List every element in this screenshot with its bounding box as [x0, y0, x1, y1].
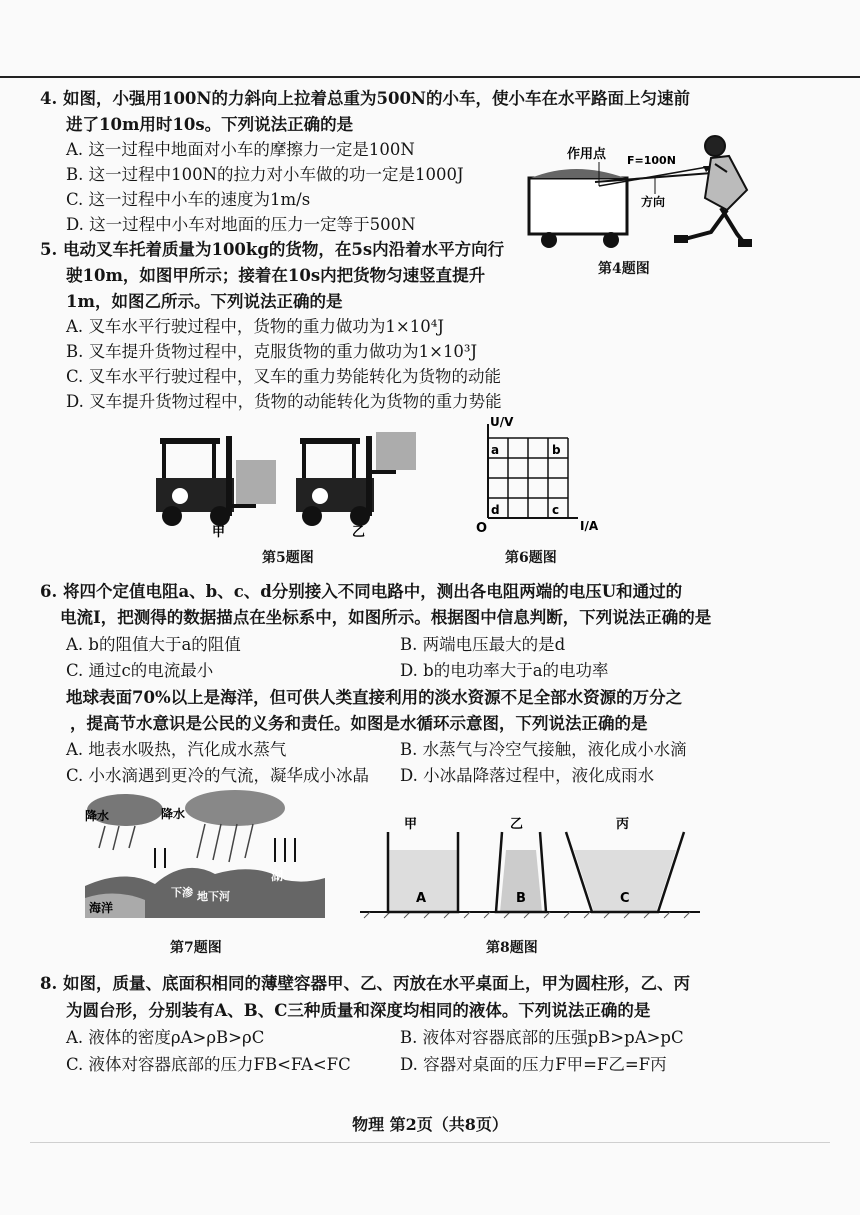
top-rule	[0, 76, 860, 78]
label-yi: 乙	[352, 525, 366, 540]
forklift-jia	[156, 436, 276, 526]
label-ocean: 海洋	[89, 901, 114, 915]
forklift-yi	[296, 432, 416, 526]
point-b: b	[552, 443, 561, 457]
rain-lines	[99, 824, 253, 862]
q7-option-a[interactable]: A. 地表水吸热，汽化成水蒸气	[66, 740, 287, 759]
q7-water-cycle-figure	[85, 788, 325, 918]
q6-option-d[interactable]: D. b的电功率大于a的电功率	[400, 661, 609, 680]
cart-wheel-right	[603, 232, 619, 248]
q7-stem-line2: ，提高节水意识是公民的义务和责任。如图是水循环示意图，下列说法正确的是	[70, 714, 648, 733]
label-liquid-c: C	[620, 891, 630, 906]
label-container-bing: 丙	[616, 817, 630, 832]
q8-option-c[interactable]: C. 液体对容器底部的压力FB<FA<FC	[66, 1055, 351, 1074]
q6-stem-line2: 电流I，把测得的数据描点在坐标系中，如图所示。根据图中信息判断，下列说法正确的是	[60, 608, 712, 627]
cart-wheel-left	[541, 232, 557, 248]
label-infiltration: 下渗	[171, 886, 193, 899]
q5-option-b[interactable]: B. 叉车提升货物过程中，克服货物的重力做功为1×10³J	[66, 342, 478, 361]
q8-stem-line2: 为圆台形，分别装有A、B、C三种质量和深度均相同的液体。下列说法正确的是	[66, 1001, 651, 1020]
q6-option-a[interactable]: A. b的阻值大于a的阻值	[66, 635, 241, 654]
q6-caption: 第6题图	[505, 550, 557, 566]
q6-graph	[470, 415, 610, 536]
q5-stem-line1: 5. 电动叉车托着质量为100kg的货物，在5s内沿着水平方向行	[40, 240, 505, 259]
point-d: d	[491, 503, 500, 517]
q7-option-d[interactable]: D. 小冰晶降落过程中，液化成雨水	[400, 766, 655, 785]
label-jia: 甲	[212, 525, 226, 540]
y-axis-label: U/V	[490, 415, 514, 429]
evaporation-arrows	[155, 838, 295, 868]
q4-option-d[interactable]: D. 这一过程中小车对地面的压力一定等于500N	[66, 215, 416, 234]
label-action-point: 作用点	[567, 147, 607, 162]
label-lake: 湖	[271, 869, 284, 883]
q5-stem-line3: 1m，如图乙所示。下列说法正确的是	[66, 292, 343, 311]
q4-option-c[interactable]: C. 这一过程中小车的速度为1m/s	[66, 190, 311, 209]
cart-body	[529, 178, 627, 234]
label-rain-right: 降水	[161, 807, 186, 821]
q5-option-c[interactable]: C. 叉车水平行驶过程中，叉车的重力势能转化为货物的动能	[66, 367, 502, 386]
q4-caption: 第4题图	[598, 261, 650, 277]
label-rain-left: 降水	[85, 809, 110, 823]
person-pulling	[675, 136, 751, 246]
q6-option-b[interactable]: B. 两端电压最大的是d	[400, 635, 566, 654]
q4-stem-line1: 4. 如图，小强用100N的力斜向上拉着总重为500N的小车，使小车在水平路面上匀速前	[40, 89, 691, 108]
label-force: F=100N	[627, 154, 676, 167]
q8-stem-line1: 8. 如图，质量、底面积相同的薄壁容器甲、乙、丙放在水平桌面上，甲为圆柱形，乙、丙	[40, 974, 690, 993]
label-container-jia: 甲	[404, 817, 418, 832]
q8-option-b[interactable]: B. 液体对容器底部的压强pB>pA>pC	[400, 1028, 684, 1047]
q5-option-a[interactable]: A. 叉车水平行驶过程中，货物的重力做功为1×10⁴J	[66, 317, 444, 336]
point-a: a	[491, 443, 500, 457]
cart-load	[531, 169, 625, 178]
q7-option-b[interactable]: B. 水蒸气与冷空气接触，液化成小水滴	[400, 740, 687, 759]
x-axis-label: I/A	[580, 519, 599, 533]
label-underground-river: 地下河	[197, 890, 230, 903]
q4-option-b[interactable]: B. 这一过程中100N的拉力对小车做的功一定是1000J	[66, 165, 464, 184]
q6-stem-line1: 6. 将四个定值电阻a、b、c、d分别接入不同电路中，测出各电阻两端的电压U和通过的	[40, 582, 683, 601]
origin-label: O	[476, 521, 488, 536]
q5-option-d[interactable]: D. 叉车提升货物过程中，货物的动能转化为货物的重力势能	[66, 392, 502, 411]
label-liquid-b: B	[516, 891, 526, 906]
label-direction: 方向	[641, 195, 666, 209]
q8-caption: 第8题图	[486, 940, 538, 956]
q4-option-a[interactable]: A. 这一过程中地面对小车的摩擦力一定是100N	[66, 140, 415, 159]
bottom-rule	[30, 1142, 830, 1143]
q5-forklift-figure	[150, 430, 440, 540]
q8-option-a[interactable]: A. 液体的密度ρA>ρB>ρC	[66, 1028, 265, 1047]
q8-containers-figure	[360, 810, 700, 920]
label-liquid-a: A	[416, 891, 427, 906]
q7-option-c[interactable]: C. 小水滴遇到更冷的气流，凝华成小冰晶	[66, 766, 370, 785]
q7-stem-line1: 地球表面70%以上是海洋，但可供人类直接利用的淡水资源不足全部水资源的万分之	[66, 688, 683, 707]
cloud-right	[185, 790, 285, 826]
q5-stem-line2: 驶10m，如图甲所示；接着在10s内把货物匀速竖直提升	[66, 266, 486, 285]
q5-caption: 第5题图	[262, 550, 314, 566]
point-c: c	[552, 503, 560, 517]
label-container-yi: 乙	[510, 817, 524, 832]
q6-option-c[interactable]: C. 通过c的电流最小	[66, 661, 214, 680]
q7-caption: 第7题图	[170, 940, 222, 956]
q8-option-d[interactable]: D. 容器对桌面的压力F甲=F乙=F丙	[400, 1055, 667, 1074]
page-footer: 物理 第2页（共8页）	[352, 1115, 508, 1134]
q4-cart-figure	[515, 130, 825, 275]
q4-stem-line2: 进了10m用时10s。下列说法正确的是	[66, 115, 354, 134]
